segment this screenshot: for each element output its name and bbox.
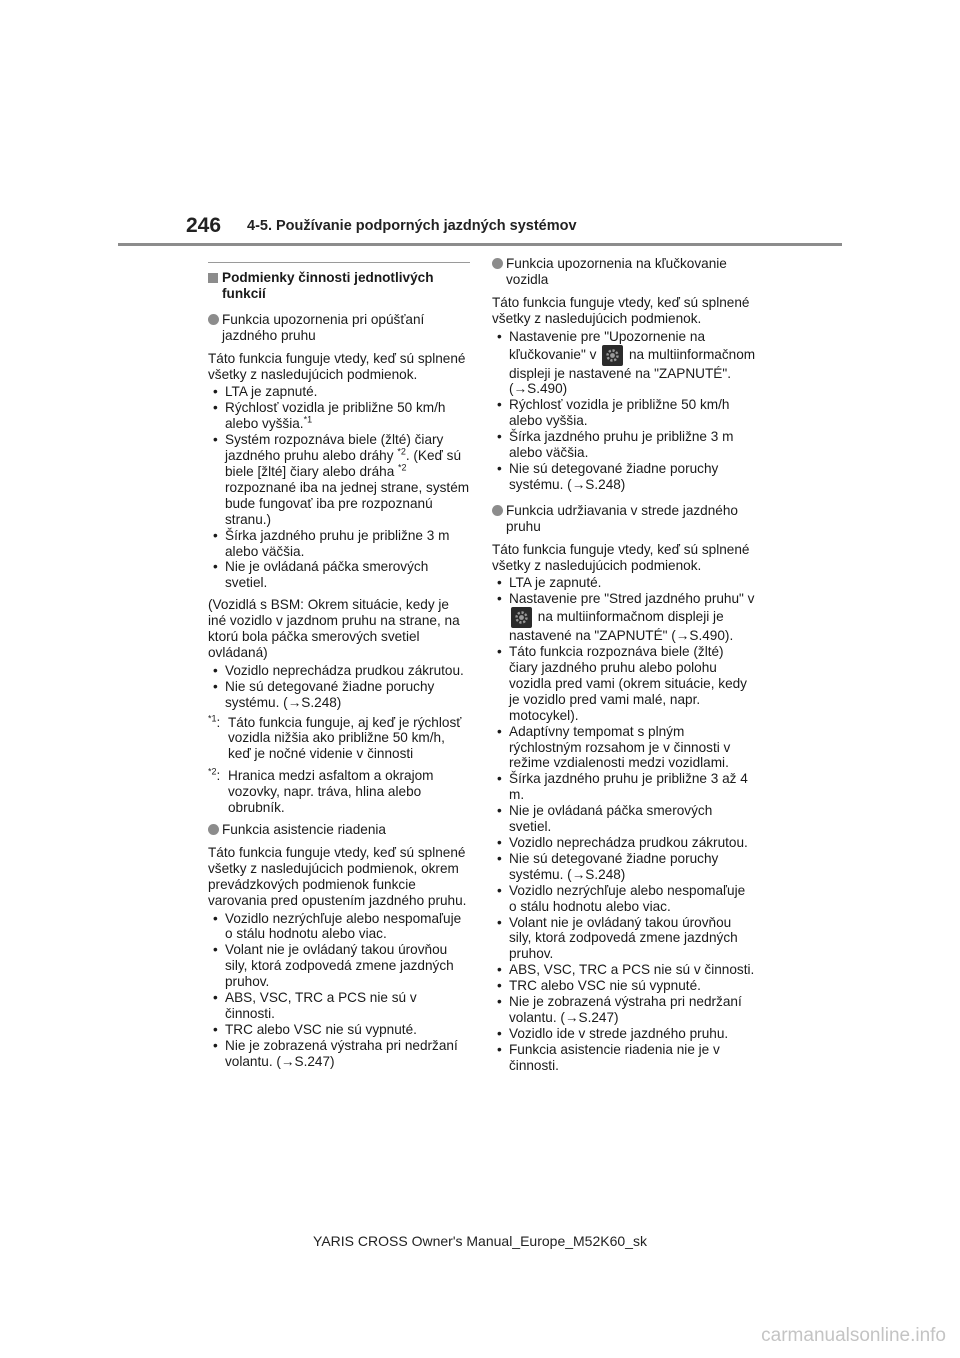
list-item: • Nie sú detegované žiadne poruchy systému. (→S.248) <box>497 850 719 882</box>
page-header <box>0 0 960 250</box>
circle-bullet-icon <box>492 505 503 516</box>
list-item: • Nie je zobrazená výstraha pri nedržaní volantu. (→S.247) <box>213 1037 458 1069</box>
list-item: • Táto funkcia rozpoznáva biele (žlté) čiary jazdného pruhu alebo polohu vozidla pred vami (okrem situácie, kedy je vozidlo pred vami malé, napr. motocykel). <box>497 644 747 723</box>
list-item: • Vozidlo nezrýchľuje alebo nespomaľuje o stálu hodnotu alebo viac. <box>213 910 462 942</box>
list-item: • Volant nie je ovládaný takou úrovňou sily, ktorá zodpovedá zmene jazdných pruhov. <box>213 942 454 990</box>
list-item: • Adaptívny tempomat s plným rýchlostným rozsahom je v činnosti v režime vzdialenosti medzi vozidlami. <box>497 723 731 771</box>
list-item: • Nie sú detegované žiadne poruchy systému. (→S.248) <box>497 460 719 492</box>
paragraph: Táto funkcia funguje vtedy, keď sú splnené všetky z nasledujúcich podmienok, okrem prevádzkových podmienok funkcie varovania pred opustením jazdného pruhu. <box>208 844 467 908</box>
footnote: $^{*2}$: Hranica medzi asfaltom a okrajom vozovky, napr. tráva, hlina alebo obrubník. <box>208 766 434 816</box>
left-column <box>208 262 470 1070</box>
paragraph: Táto funkcia funguje vtedy, keď sú splnené všetky z nasledujúcich podmienok. <box>208 350 466 382</box>
page-footer: YARIS CROSS Owner's Manual_Europe_M52K60_sk <box>313 1233 647 1249</box>
list-item: • Nastavenie pre "Upozornenie na kľučkovanie" v na multiinformačnom displeji je nastavené na "ZAPNUTÉ". (→S.490) <box>497 328 756 397</box>
list-item: • Nie je zobrazená výstraha pri nedržaní volantu. (→S.247) <box>497 994 742 1025</box>
list-item: • Nie sú detegované žiadne poruchy systému. (→S.248) <box>213 678 435 710</box>
paragraph: (Vozidlá s BSM: Okrem situácie, kedy je iné vozidlo v jazdnom pruhu na strane, na ktorú bola páčka smerových svetiel ovládaná) <box>208 597 460 660</box>
subsection-title: Funkcia udržiavania v strede jazdného pruhu <box>506 502 738 534</box>
subsection-title: Funkcia asistencie riadenia <box>222 822 386 837</box>
gear-icon <box>511 607 532 628</box>
circle-bullet-icon <box>208 314 219 325</box>
condition-list <box>492 329 756 493</box>
header-rule <box>118 243 842 246</box>
subsection-steering <box>208 822 470 838</box>
list-item: • Vozidlo neprechádza prudkou zákrutou. <box>213 662 464 678</box>
watermark: carmanualsonline.info <box>761 1325 946 1346</box>
subsection-sway <box>492 256 756 288</box>
list-item: • Vozidlo neprechádza prudkou zákrutou. <box>497 835 748 850</box>
list-item: • Volant nie je ovládaný takou úrovňou sily, ktorá zodpovedá zmene jazdných pruhov. <box>497 914 738 962</box>
list-item: • Rýchlosť vozidla je približne 50 km/h alebo vyššia. <box>497 397 730 429</box>
list-item: • Rýchlosť vozidla je približne 50 km/h alebo vyššia.$^{*1}$ <box>213 400 446 432</box>
subsection-title: Funkcia upozornenia na kľučkovanie vozidla <box>506 256 727 287</box>
list-item: • Šírka jazdného pruhu je približne 3 m alebo väčšia. <box>497 429 734 461</box>
square-bullet-icon <box>208 273 218 283</box>
subsection-lta <box>208 312 470 344</box>
circle-bullet-icon <box>492 258 503 269</box>
list-item: • Systém rozpoznáva biele (žlté) čiary jazdného pruhu alebo dráhy $^{*2}$. (Keď sú biele [žlté] čiary alebo dráha $^{*2}$ rozpoznané iba na jednej strane, systém bude fungovať iba pre rozpoznanú stranu.) <box>213 432 470 527</box>
list-item: • Vozidlo ide v strede jazdného pruhu. <box>497 1025 729 1041</box>
paragraph: Táto funkcia funguje vtedy, keď sú splnené všetky z nasledujúcich podmienok. <box>492 541 750 573</box>
list-item: • Šírka jazdného pruhu je približne 3 až 4 m. <box>497 771 748 803</box>
subsection-title: Funkcia upozornenia pri opúšťaní jazdného pruhu <box>222 311 425 343</box>
list-item: • Šírka jazdného pruhu je približne 3 m alebo väčšia. <box>213 527 450 559</box>
right-column <box>492 256 756 1074</box>
list-item: • Funkcia asistencie riadenia nie je v činnosti. <box>497 1041 720 1073</box>
list-item: • ABS, VSC, TRC a PCS nie sú v činnosti. <box>497 962 755 978</box>
list-item: • Nastavenie pre "Stred jazdného pruhu" v na multiinformačnom displeji je nastavené na "ZAPNUTÉ" (→S.490). <box>497 591 755 644</box>
list-item: • Vozidlo nezrýchľuje alebo nespomaľuje o stálu hodnotu alebo viac. <box>497 882 746 914</box>
list-item: • ABS, VSC, TRC a PCS nie sú v činnosti. <box>213 990 417 1021</box>
condition-list <box>208 911 470 1070</box>
list-item: • Nie je ovládaná páčka smerových svetiel. <box>497 803 713 835</box>
footnote: $^{*1}$: Táto funkcia funguje, aj keď je rýchlosť vozidla nižšia ako približne 50 km/h, keď je nočné videnie v činnosti <box>208 713 462 762</box>
page-number: 246 <box>186 214 222 237</box>
circle-bullet-icon <box>208 824 219 835</box>
condition-list <box>208 384 470 591</box>
gear-icon <box>602 345 623 366</box>
list-item: • TRC alebo VSC nie sú vypnuté. <box>497 978 701 994</box>
list-item: • Nie je ovládaná páčka smerových svetiel. <box>213 559 429 591</box>
section-title: Podmienky činnosti jednotlivých funkcií <box>222 270 434 301</box>
list-item: • LTA je zapnuté. <box>213 384 318 400</box>
list-item: • TRC alebo VSC nie sú vypnuté. <box>213 1021 417 1037</box>
condition-list <box>492 575 756 1073</box>
subsection-center <box>492 503 756 535</box>
chapter-title: 4-5. Používanie podporných jazdných systémov <box>247 218 577 234</box>
condition-list <box>208 663 470 711</box>
paragraph: Táto funkcia funguje vtedy, keď sú splnené všetky z nasledujúcich podmienok. <box>492 294 750 326</box>
list-item: • LTA je zapnuté. <box>497 575 602 591</box>
section-heading <box>208 262 470 302</box>
